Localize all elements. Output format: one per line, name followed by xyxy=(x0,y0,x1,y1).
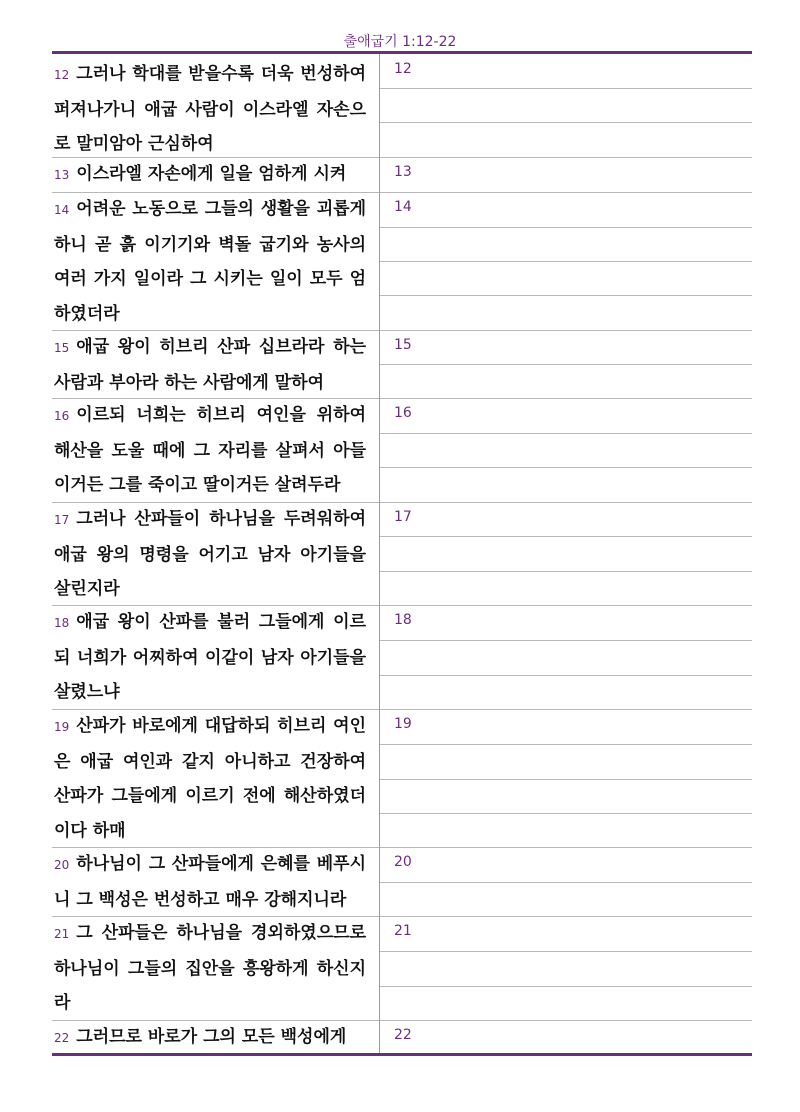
verse xyxy=(54,847,366,917)
writing-line xyxy=(380,398,752,399)
verse-text: 이르되 너희는 히브리 여인을 위하여 해산을 도울 때에 그 자리를 살펴서 아들이거든 그를 죽이고 딸이거든 살려두라 xyxy=(54,405,366,495)
writing-line xyxy=(380,675,752,676)
column-divider xyxy=(379,54,380,1053)
writing-line xyxy=(380,295,752,296)
note-verse-number: 16 xyxy=(394,405,412,421)
verse xyxy=(54,1020,366,1056)
writing-line xyxy=(380,847,752,848)
verse-text: 이스라엘 자손에게 일을 엄하게 시켜 xyxy=(76,164,347,184)
writing-line xyxy=(380,744,752,745)
verse xyxy=(54,57,366,162)
verse-number: 14 xyxy=(54,203,70,217)
writing-line xyxy=(380,779,752,780)
top-rule xyxy=(52,51,752,54)
verse-text: 그 산파들은 하나님을 경외하였으므로 하나님이 그들의 집안을 흥왕하게 하신지라 xyxy=(54,923,366,1013)
verse xyxy=(54,192,366,331)
writing-line xyxy=(380,261,752,262)
verse-number: 15 xyxy=(54,341,70,355)
verse-number: 21 xyxy=(54,927,70,941)
note-verse-number: 18 xyxy=(394,612,412,628)
writing-line xyxy=(380,813,752,814)
verse-number: 19 xyxy=(54,720,70,734)
verse xyxy=(54,916,366,1021)
writing-line xyxy=(380,467,752,468)
writing-line xyxy=(380,605,752,606)
note-verse-number: 12 xyxy=(394,61,412,77)
verse-text: 그러나 학대를 받을수록 더욱 번성하여 퍼져나가니 애굽 사람이 이스라엘 자손으로 말미암아 근심하여 xyxy=(54,64,366,154)
writing-line xyxy=(380,709,752,710)
verse-text: 하나님이 그 산파들에게 은혜를 베푸시니 그 백성은 번성하고 매우 강해지니라 xyxy=(54,854,366,910)
note-verse-number: 20 xyxy=(394,854,412,870)
page-header: 출애굽기 1:12-22 xyxy=(343,34,457,50)
verse-number: 12 xyxy=(54,68,70,82)
note-verse-number: 15 xyxy=(394,337,412,353)
writing-line xyxy=(380,916,752,917)
note-verse-number: 19 xyxy=(394,716,412,732)
writing-line xyxy=(380,502,752,503)
writing-line xyxy=(380,1020,752,1021)
writing-line xyxy=(380,227,752,228)
verse xyxy=(54,709,366,848)
writing-line xyxy=(380,571,752,572)
verse xyxy=(54,605,366,710)
verse-text: 애굽 왕이 산파를 불러 그들에게 이르되 너희가 어찌하여 이같이 남자 아기들을 살렸느냐 xyxy=(54,612,366,702)
note-verse-number: 21 xyxy=(394,923,412,939)
note-verse-number: 22 xyxy=(394,1027,412,1043)
verse xyxy=(54,157,366,193)
writing-line xyxy=(380,986,752,987)
verse-text: 산파가 바로에게 대답하되 히브리 여인은 애굽 여인과 같지 아니하고 건장하여 산파가 그들에게 이르기 전에 해산하였더이다 하매 xyxy=(54,716,366,841)
verse-number: 20 xyxy=(54,858,70,872)
verse-number: 16 xyxy=(54,409,70,423)
writing-line xyxy=(380,157,752,158)
verse-number: 18 xyxy=(54,616,70,630)
note-verse-number: 13 xyxy=(394,164,412,180)
writing-line xyxy=(380,330,752,331)
writing-line xyxy=(380,951,752,952)
verse xyxy=(54,502,366,607)
writing-line xyxy=(380,433,752,434)
writing-line xyxy=(380,192,752,193)
note-verse-number: 14 xyxy=(394,199,412,215)
writing-line xyxy=(380,88,752,89)
verse-text: 그러므로 바로가 그의 모든 백성에게 xyxy=(76,1027,347,1047)
verse-number: 13 xyxy=(54,168,70,182)
writing-line xyxy=(380,640,752,641)
note-verse-number: 17 xyxy=(394,509,412,525)
writing-line xyxy=(380,122,752,123)
writing-line xyxy=(380,364,752,365)
writing-line xyxy=(380,536,752,537)
writing-line xyxy=(380,882,752,883)
verse-number: 22 xyxy=(54,1031,70,1045)
verse xyxy=(54,398,366,503)
verse-text: 그러나 산파들이 하나님을 두려워하여 애굽 왕의 명령을 어기고 남자 아기들을 살린지라 xyxy=(54,509,366,599)
verse-text: 애굽 왕이 히브리 산파 십브라라 하는 사람과 부아라 하는 사람에게 말하여 xyxy=(54,337,366,393)
verse-text: 어려운 노동으로 그들의 생활을 괴롭게 하니 곧 흙 이기기와 벽돌 굽기와 농사의 여러 가지 일이라 그 시키는 일이 모두 엄하였더라 xyxy=(54,199,366,324)
verse-number: 17 xyxy=(54,513,70,527)
verse xyxy=(54,330,366,400)
bottom-rule xyxy=(52,1053,752,1056)
